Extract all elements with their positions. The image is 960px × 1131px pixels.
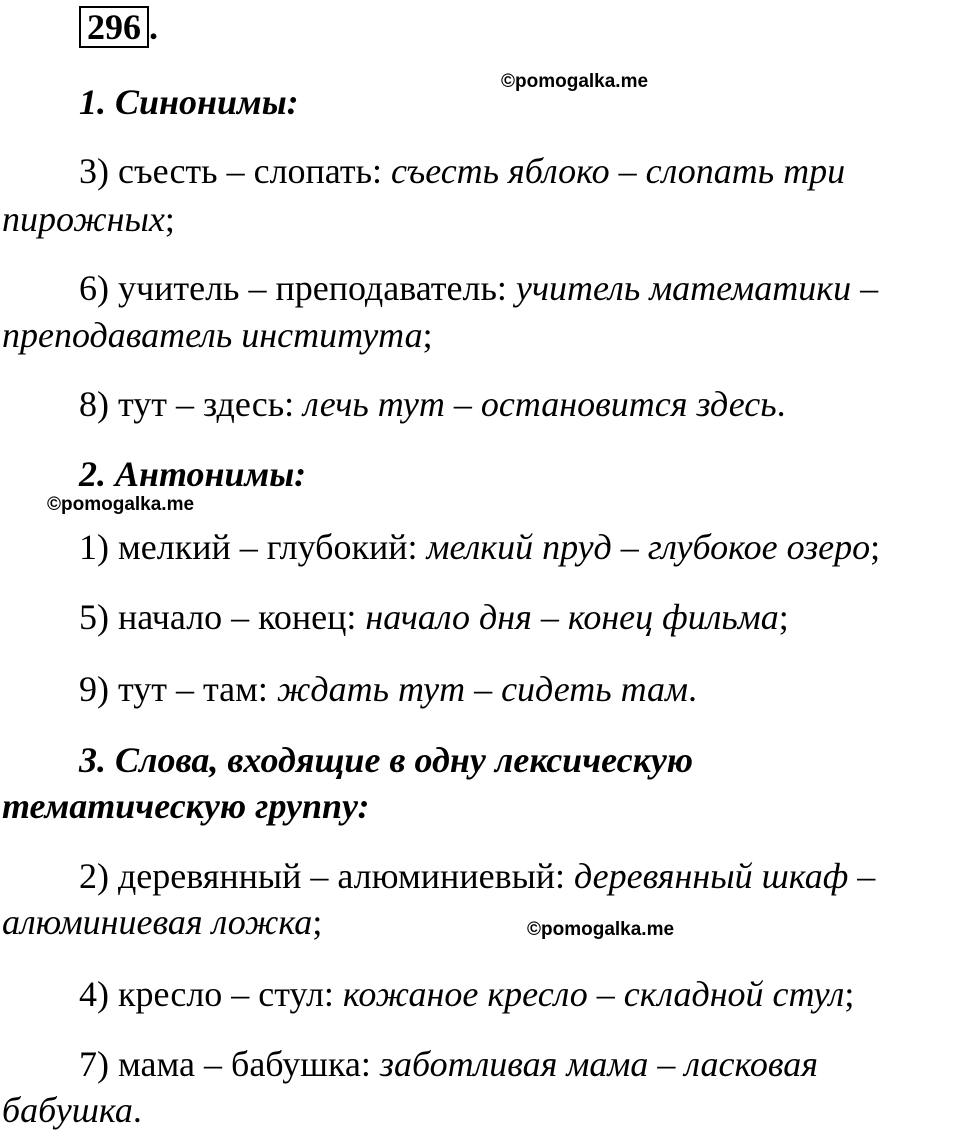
task-number-suffix: .: [149, 7, 158, 47]
list-item: 4) кресло – стул: кожаное кресло – складной стул;: [79, 974, 855, 1014]
task-number: [79, 6, 158, 46]
list-item: 2) деревянный – алюминиевый: деревянный шкаф –: [79, 856, 876, 896]
task-number-box: [79, 6, 149, 48]
section-heading-synonyms: 1. Синонимы:: [79, 82, 299, 122]
example-text: учитель математики –: [515, 268, 879, 308]
example-text: мелкий пруд – глубокое озеро: [426, 527, 871, 567]
list-item-continuation: пирожных;: [2, 199, 175, 239]
task-number-value: 296: [87, 7, 141, 47]
example-text: деревянный шкаф –: [574, 856, 876, 896]
list-item: 6) учитель – преподаватель: учитель математики –: [79, 268, 879, 308]
example-text: кожаное кресло – складной стул: [342, 974, 845, 1014]
example-text: пирожных: [2, 199, 165, 239]
list-item: 3) съесть – слопать: съесть яблоко – слопать три: [79, 151, 846, 191]
list-item: 5) начало – конец: начало дня – конец фильма;: [79, 597, 789, 637]
example-text: начало дня – конец фильма: [365, 597, 779, 637]
example-text: бабушка: [2, 1090, 133, 1130]
list-item: 8) тут – здесь: лечь тут – остановится здесь.: [79, 384, 786, 424]
list-item-continuation: алюминиевая ложка;: [2, 902, 323, 942]
list-item-continuation: бабушка.: [2, 1090, 142, 1130]
section-heading-thematic-continuation: тематическую группу:: [2, 786, 370, 826]
section-heading-antonyms: 2. Антонимы:: [79, 454, 307, 494]
list-item: 1) мелкий – глубокий: мелкий пруд – глубокое озеро;: [79, 527, 881, 567]
example-text: лечь тут – остановится здесь: [303, 384, 777, 424]
watermark: ©pomogalka.me: [527, 919, 675, 940]
watermark: ©pomogalka.me: [47, 494, 195, 515]
watermark: ©pomogalka.me: [501, 71, 649, 92]
list-item-continuation: преподаватель института;: [2, 315, 433, 355]
example-text: съесть яблоко – слопать три: [391, 151, 846, 191]
section-heading-thematic: 3. Слова, входящие в одну лексическую: [79, 740, 694, 780]
example-text: преподаватель института: [2, 315, 423, 355]
example-text: ждать тут – сидеть там: [276, 669, 689, 709]
example-text: заботливая мама – ласковая: [379, 1044, 819, 1084]
list-item: 9) тут – там: ждать тут – сидеть там.: [79, 669, 698, 709]
example-text: алюминиевая ложка: [2, 902, 313, 942]
list-item: 7) мама – бабушка: заботливая мама – ласковая: [79, 1044, 819, 1084]
